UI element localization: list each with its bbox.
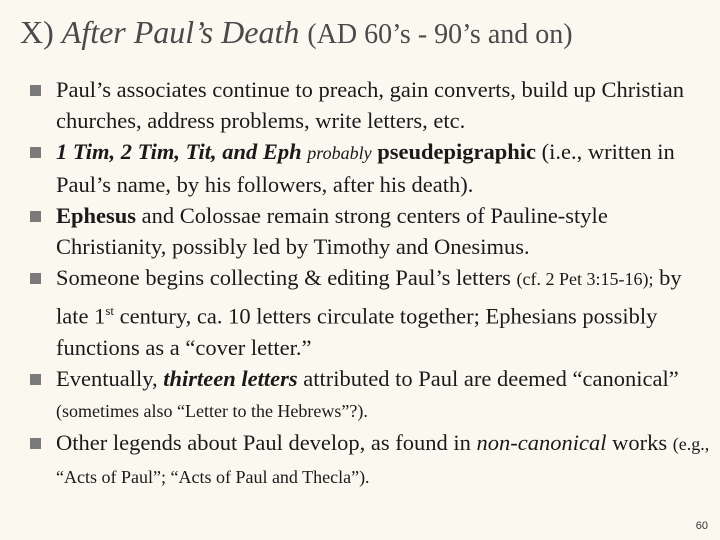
bullet-text: Paul’s associates continue to preach, gain converts, build up Christian churches, address problems, write letters, etc. — [56, 77, 684, 133]
ephesus-term: Ephesus — [56, 203, 137, 228]
hebrews-note: (sometimes also “Letter to the Hebrews”?). — [56, 400, 368, 421]
bullet-item-legends — [30, 427, 710, 493]
bullet-item-ephesus — [30, 200, 710, 262]
probably-text: probably — [307, 143, 372, 163]
pseudepigraphic-term: pseudepigraphic — [377, 139, 537, 164]
circulation-text: century, ca. 10 letters circulate together; Ephesians possibly functions as a “cover letter.” — [56, 303, 658, 360]
non-canonical-term: non-canonical — [476, 429, 607, 455]
collecting-text: Someone begins collecting & editing Paul’s letters — [56, 265, 511, 290]
eventually-text: Eventually, — [56, 365, 158, 391]
works-text: works — [612, 429, 668, 455]
bullet-item-pseudepigraphic — [30, 136, 710, 200]
bullet-square-icon — [30, 147, 41, 158]
acts-examples: (e.g., “Acts of Paul”; “Acts of Paul and Thecla”). — [56, 433, 710, 487]
pseudepigraphic-explanation: (i.e., written in Paul’s name, by his followers, after his death). — [56, 139, 675, 197]
pseudepigraphic-books: 1 Tim, 2 Tim, Tit, and Eph — [56, 139, 302, 164]
bullet-square-icon — [30, 85, 41, 96]
slide-title — [20, 12, 720, 55]
legends-text: Other legends about Paul develop, as found in — [56, 429, 471, 455]
bullet-square-icon — [30, 273, 41, 284]
thirteen-letters: thirteen letters — [163, 365, 298, 391]
title-main: After Paul’s Death — [61, 14, 300, 50]
title-date-range: (AD 60’s - 90’s and on) — [307, 19, 573, 50]
bullet-square-icon — [30, 211, 41, 222]
page-number: 60 — [695, 520, 708, 532]
bullet-item-collecting — [30, 262, 710, 363]
canonical-text: attributed to Paul are deemed “canonical” — [303, 365, 679, 391]
title-number: X) — [20, 14, 54, 50]
bullet-list — [30, 74, 710, 493]
cf-reference: (cf. 2 Pet 3:15-16); — [516, 269, 654, 289]
century-text: by late 1 — [56, 265, 682, 329]
ordinal-suffix: st — [105, 303, 115, 318]
bullet-item-associates — [30, 74, 710, 136]
ephesus-text: and Colossae remain strong centers of Pauline-style Christianity, possibly led by Timothy and Onesimus. — [56, 203, 608, 259]
bullet-item-canonical — [30, 363, 710, 427]
bullet-square-icon — [30, 374, 41, 385]
bullet-square-icon — [30, 438, 41, 449]
